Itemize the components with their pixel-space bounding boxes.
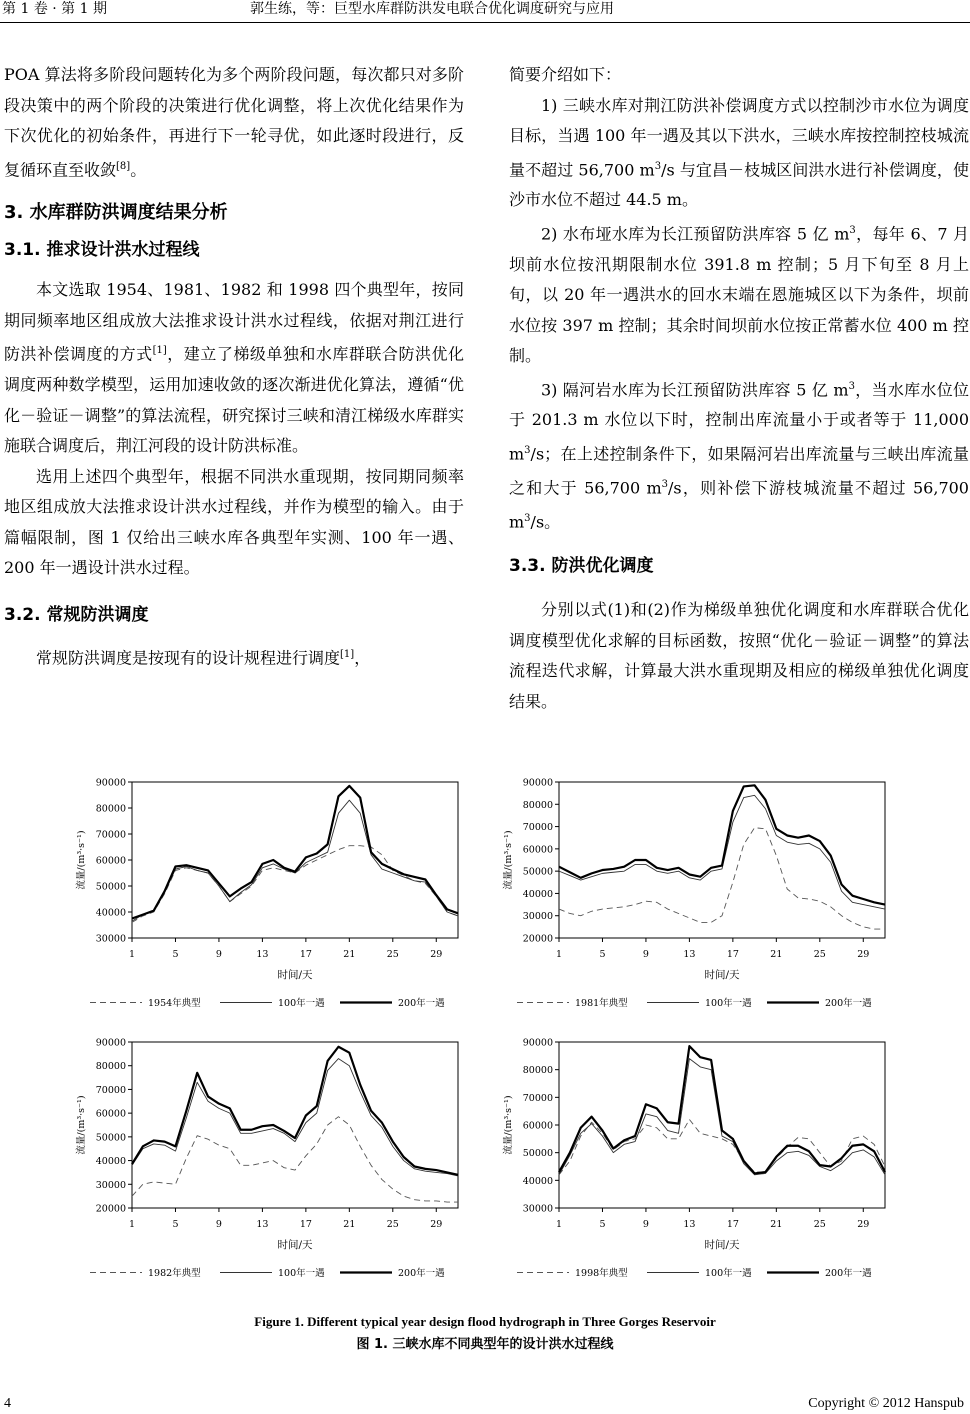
chart-1954 — [70, 770, 470, 1018]
x-tick-label: 9 — [215, 1219, 222, 1230]
series-line-dashed — [132, 846, 458, 923]
running-header — [0, 0, 970, 20]
y-tick-label: 20000 — [95, 1203, 126, 1215]
y-tick-label: 80000 — [95, 803, 126, 815]
x-tick-label: 13 — [683, 1219, 696, 1230]
y-tick-label: 90000 — [95, 1037, 126, 1049]
paragraph: 选用上述四个典型年，根据不同洪水重现期，按同期同频率地区组成放大法推求设计洪水过程线，并作为模型的输入。由于篇幅限制，图 1 仅给出三峡水库各典型年实测、100 年一遇、200 年一遇设计洪水过程。 — [4, 466, 464, 578]
y-tick-label: 60000 — [522, 844, 553, 856]
y-tick-label: 40000 — [95, 907, 126, 919]
y-tick-label: 30000 — [95, 933, 126, 945]
y-tick-label: 70000 — [522, 822, 553, 834]
x-tick-label: 9 — [215, 949, 222, 960]
x-tick-label: 17 — [299, 1219, 312, 1230]
series-line-thick — [559, 1046, 885, 1173]
y-tick-label: 50000 — [522, 1148, 553, 1160]
series-line-thin — [132, 800, 458, 921]
y-tick-label: 70000 — [95, 1084, 126, 1096]
hydrograph-1954 — [70, 770, 470, 1018]
y-tick-label: 20000 — [522, 933, 553, 945]
header-rule — [0, 22, 970, 23]
series-line-thin — [132, 1059, 458, 1176]
chart-1998 — [497, 1030, 897, 1288]
y-tick-label: 40000 — [95, 1156, 126, 1168]
y-axis-label: 流量/(m³·s⁻¹) — [76, 830, 87, 890]
x-tick-label: 5 — [172, 1219, 179, 1230]
legend-label: 200年一遇 — [825, 998, 872, 1009]
x-tick-label: 5 — [599, 1219, 606, 1230]
running-title: 郭生练，等：巨型水库群防洪发电联合优化调度研究与应用 — [250, 1, 614, 17]
series-line-thin — [559, 1059, 885, 1175]
y-tick-label: 60000 — [522, 1120, 553, 1132]
series-line-thick — [132, 786, 458, 919]
hydrograph-1998 — [497, 1030, 897, 1288]
legend-label: 1982年典型 — [148, 1268, 201, 1279]
page-number: 4 — [4, 1396, 11, 1411]
x-tick-label: 1 — [555, 949, 563, 960]
y-tick-label: 70000 — [522, 1092, 553, 1104]
y-tick-label: 90000 — [95, 777, 126, 789]
legend-label: 200年一遇 — [825, 1268, 872, 1279]
x-axis-label: 时间/天 — [704, 969, 740, 981]
legend-label: 200年一遇 — [398, 998, 445, 1009]
subsection-heading: 3.3. 防洪优化调度 — [509, 556, 654, 577]
x-tick-label: 9 — [642, 1219, 649, 1230]
x-tick-label: 17 — [726, 1219, 739, 1230]
series-line-thick — [132, 1047, 458, 1175]
subsection-heading: 3.1. 推求设计洪水过程线 — [4, 240, 200, 261]
legend-label: 100年一遇 — [278, 1268, 325, 1279]
y-tick-label: 30000 — [522, 1203, 553, 1215]
x-tick-label: 1 — [128, 949, 136, 960]
x-axis-label: 时间/天 — [277, 969, 313, 981]
x-tick-label: 5 — [172, 949, 179, 960]
x-tick-label: 29 — [430, 949, 443, 960]
paragraph: 常规防洪调度是按现有的设计规程进行调度[1]， — [36, 647, 371, 667]
y-tick-label: 80000 — [522, 799, 553, 811]
figure-caption-en: Figure 1. Different typical year design flood hydrograph in Three Gorges Reservoir — [254, 1314, 716, 1329]
legend-label: 1981年典型 — [575, 998, 628, 1009]
series-line-thin — [559, 795, 885, 909]
hydrograph-1981 — [497, 770, 897, 1018]
figure-caption-zh: 图 1. 三峡水库不同典型年的设计洪水过程线 — [356, 1337, 614, 1352]
paragraph: 3) 隔河岩水库为长江预留防洪库容 5 亿 $m^3$，当水库水位位于 201.3 m 水位以下时，控制出库流量小于或者等于 11,000 $m^3/s$；在上述控制条件下，如果隔河岩出库流量与三峡出库流量之和大于 56,700 $m^3/s$，则补偿下游枝城流量不超过 56,700 $m^3/s$。 — [509, 379, 969, 531]
legend-label: 1998年典型 — [575, 1268, 628, 1279]
subsection-heading: 3.2. 常规防洪调度 — [4, 604, 149, 625]
y-tick-label: 50000 — [522, 866, 553, 878]
y-tick-label: 40000 — [522, 888, 553, 900]
paragraph: 1) 三峡水库对荆江防洪补偿调度方式以控制沙市水位为调度目标，当遇 100 年一遇及其以下洪水，三峡水库按控制控枝城流量不超过 56,700 $m^3/s$ 与宜昌－枝城区间洪水进行补偿调度，使沙市水位不超过 44.5 m。 — [509, 95, 969, 210]
y-tick-label: 50000 — [95, 881, 126, 893]
x-axis-label: 时间/天 — [277, 1239, 313, 1251]
y-tick-label: 90000 — [522, 1037, 553, 1049]
y-tick-label: 30000 — [95, 1179, 126, 1191]
x-tick-label: 17 — [299, 949, 312, 960]
legend-label: 100年一遇 — [705, 998, 752, 1009]
plot-frame — [132, 782, 458, 938]
y-tick-label: 30000 — [522, 911, 553, 923]
x-tick-label: 5 — [599, 949, 606, 960]
x-tick-label: 21 — [770, 1219, 783, 1230]
hydrograph-1982 — [70, 1030, 470, 1288]
y-tick-label: 80000 — [522, 1065, 553, 1077]
y-tick-label: 40000 — [522, 1175, 553, 1187]
citation[interactable]: [1] — [152, 345, 167, 357]
x-tick-label: 13 — [683, 949, 696, 960]
x-tick-label: 9 — [642, 949, 649, 960]
y-axis-label: 流量/(m³·s⁻¹) — [503, 830, 514, 890]
citation[interactable]: [1] — [340, 648, 355, 660]
x-tick-label: 25 — [386, 1219, 399, 1230]
series-line-dashed — [559, 828, 885, 929]
legend-label: 1954年典型 — [148, 998, 201, 1009]
y-tick-label: 70000 — [95, 829, 126, 841]
x-tick-label: 1 — [555, 1219, 563, 1230]
x-tick-label: 13 — [256, 1219, 269, 1230]
section-heading: 3. 水库群防洪调度结果分析 — [4, 202, 228, 224]
left-column — [4, 60, 464, 673]
y-tick-label: 60000 — [95, 855, 126, 867]
chart-1982 — [70, 1030, 470, 1288]
x-tick-label: 25 — [386, 949, 399, 960]
copyright: Copyright © 2012 Hanspub — [808, 1396, 964, 1411]
citation[interactable]: [8] — [116, 160, 131, 172]
y-axis-label: 流量/(m³·s⁻¹) — [76, 1095, 87, 1155]
right-column — [509, 60, 969, 717]
x-tick-label: 25 — [813, 949, 826, 960]
y-tick-label: 50000 — [95, 1132, 126, 1144]
legend-label: 100年一遇 — [278, 998, 325, 1009]
x-tick-label: 25 — [813, 1219, 826, 1230]
paragraph: 简要介绍如下： — [509, 65, 622, 84]
y-axis-label: 流量/(m³·s⁻¹) — [503, 1095, 514, 1155]
paragraph: 2) 水布垭水库为长江预留防洪库容 5 亿 $m^3$，每年 6、7 月坝前水位按汛期限制水位 391.8 m 控制；5 月下旬至 8 月上旬，以 20 年一遇洪水的回水末端在恩施城区以下为条件，坝前水位按 397 m 控制；其余时间坝前水位按正常蓄水位 400 m 控制。 — [509, 224, 969, 366]
x-tick-label: 17 — [726, 949, 739, 960]
x-tick-label: 29 — [857, 1219, 870, 1230]
y-tick-label: 80000 — [95, 1061, 126, 1073]
series-line-thick — [559, 785, 885, 904]
x-tick-label: 21 — [770, 949, 783, 960]
chart-1981 — [497, 770, 897, 1018]
legend-label: 100年一遇 — [705, 1268, 752, 1279]
x-tick-label: 13 — [256, 949, 269, 960]
paragraph: 分别以式(1)和(2)作为梯级单独优化调度和水库群联合优化调度模型优化求解的目标函数，按照“优化－验证－调整”的算法流程迭代求解，计算最大洪水重现期及相应的梯级单独优化调度结果。 — [509, 600, 969, 711]
x-tick-label: 29 — [430, 1219, 443, 1230]
paragraph: 本文选取 1954、1981、1982 和 1998 四个典型年，按同期同频率地区组成放大法推求设计洪水过程线，依据对荆江进行防洪补偿调度的方式[1]，建立了梯级单独和水库群联合防洪优化调度两种数学模型，运用加速收敛的逐次渐进优化算法，遵循“优化－验证－调整”的算法流程，研究探讨三峡和清江梯级水库群实施联合调度后，荆江河段的设计防洪标准。 — [4, 280, 464, 456]
journal-volume: 第 1 卷 · 第 1 期 — [2, 1, 107, 17]
x-axis-label: 时间/天 — [704, 1239, 740, 1251]
x-tick-label: 21 — [343, 949, 356, 960]
x-tick-label: 1 — [128, 1219, 136, 1230]
paragraph: POA 算法将多阶段问题转化为多个两阶段问题，每次都只对多阶段决策中的两个阶段的决策进行优化调整，将上次优化结果作为下次优化的初始条件，再进行下一轮寻优，如此逐时段进行，反复循环直至收敛[8]。 — [4, 65, 464, 179]
y-tick-label: 60000 — [95, 1108, 126, 1120]
legend-label: 200年一遇 — [398, 1268, 445, 1279]
y-tick-label: 90000 — [522, 777, 553, 789]
x-tick-label: 21 — [343, 1219, 356, 1230]
x-tick-label: 29 — [857, 949, 870, 960]
